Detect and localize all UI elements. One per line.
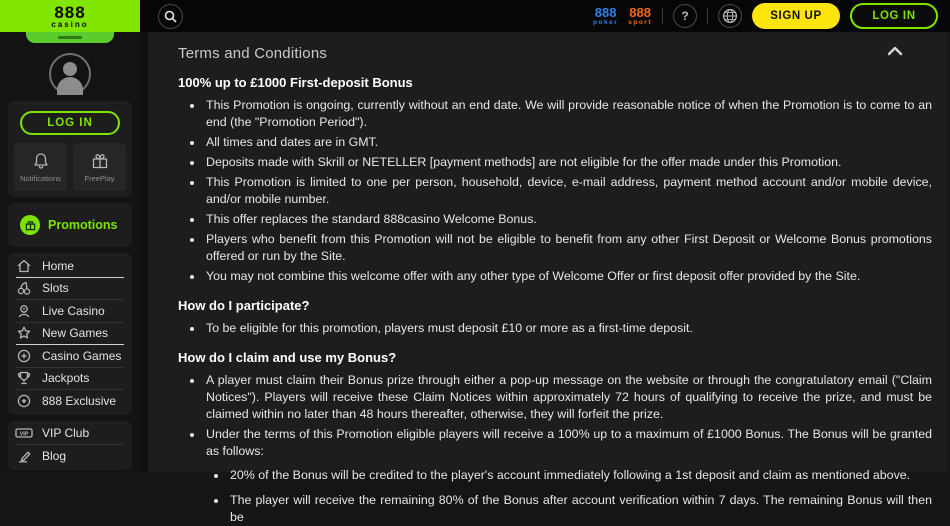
topbar-divider — [662, 8, 663, 24]
collapse-section-button[interactable] — [886, 45, 904, 57]
sidebar-item-home[interactable] — [16, 255, 124, 278]
bullet-item: • You may not combine this welcome offer with any other type of Welcome Offer or first deposit offer provided by the Site. — [204, 268, 932, 285]
sidebar-item-blog[interactable] — [16, 445, 124, 468]
sidebar-item-label: New Games — [42, 326, 109, 341]
claim-sub-list — [178, 467, 932, 526]
chevron-up-icon — [886, 45, 904, 57]
bullet-item: • This offer replaces the standard 888casino Welcome Bonus. — [204, 211, 932, 228]
avatar-body — [57, 77, 83, 95]
brand-word: sport — [628, 18, 652, 26]
terms-panel — [148, 32, 946, 524]
sidebar-item-promotions[interactable] — [14, 209, 126, 241]
sidebar-item-label: Slots — [42, 281, 69, 296]
bullet-item: • This Promotion is ongoing, currently without an end date. We will provide reasonable notice of when the Promotion is to come to an end (the "Promotion Period"). — [204, 97, 932, 131]
top-log-in-button[interactable]: LOG IN — [850, 3, 938, 29]
search-button[interactable] — [158, 4, 183, 29]
language-button[interactable] — [718, 4, 742, 28]
promotions-gift-icon — [20, 215, 40, 235]
bullet-item: • 20% of the Bonus will be credited to the player's account immediately following a 1st deposit and claim as mentioned above. — [228, 467, 932, 484]
home-icon — [16, 258, 32, 274]
search-icon — [164, 10, 177, 23]
sister-brands — [593, 6, 652, 27]
cherries-icon — [16, 280, 32, 296]
brand-number: 888 — [594, 4, 617, 20]
bullet-item: • Players who benefit from this Promotion will not be eligible to benefit from any other First Deposit or Welcome Bonus promotions offered or run by the Site. — [204, 231, 932, 265]
live-dealer-icon — [16, 303, 32, 319]
participate-list — [178, 320, 932, 337]
section-heading-claim: How do I claim and use my Bonus? — [178, 350, 397, 365]
avatar-head — [63, 62, 77, 76]
section-heading-participate: How do I participate? — [178, 298, 310, 313]
brand-number: 888 — [629, 4, 651, 20]
sign-up-button[interactable]: SIGN UP — [752, 3, 840, 29]
sidebar-item-casino-games[interactable] — [16, 345, 124, 368]
top-bar — [0, 0, 950, 32]
trophy-icon — [16, 370, 32, 386]
svg-text:VIP: VIP — [19, 431, 29, 438]
sidebar-item-888-exclusive[interactable] — [16, 390, 124, 413]
help-button[interactable] — [673, 4, 697, 28]
brand-word: poker — [593, 18, 619, 26]
bullet-item: • Deposits made with Skrill or NETELLER [payment methods] are not eligible for the offer made under this Promotion. — [204, 154, 932, 171]
bullet-item: • To be eligible for this promotion, players must deposit £10 or more as a first-time deposit. — [204, 320, 932, 337]
sidebar-item-slots[interactable] — [16, 278, 124, 301]
promotions-label: Promotions — [48, 218, 118, 232]
globe-icon — [722, 8, 738, 24]
casino-logo[interactable] — [0, 0, 140, 32]
question-mark-icon: ? — [681, 9, 689, 23]
section-heading-bonus: 100% up to £1000 First-deposit Bonus — [178, 75, 413, 90]
freeplay-button[interactable] — [73, 143, 126, 191]
bullet-item: • Under the terms of this Promotion eligible players will receive a 100% up to a maximum of £1000 Bonus. The Bonus will be granted as follows: — [204, 426, 932, 460]
bell-icon — [31, 151, 51, 171]
topbar-divider — [707, 8, 708, 24]
sidebar-item-vip-club[interactable] — [16, 423, 124, 446]
target-icon — [16, 393, 32, 409]
888-sport-link[interactable] — [628, 6, 652, 27]
tile-label: FreePlay — [84, 174, 115, 183]
user-panel — [8, 101, 132, 197]
888-poker-link[interactable] — [593, 6, 618, 27]
scrollbar[interactable] — [946, 32, 950, 472]
logo-casino: casino — [51, 19, 89, 29]
gift-icon — [90, 151, 110, 171]
bullet-item: • This Promotion is limited to one per person, household, device, e-mail address, payment method account and/or mobile device, and/or mobile number. — [204, 174, 932, 208]
main-menu — [8, 253, 132, 415]
quick-tiles — [14, 143, 126, 191]
sidebar-item-label: VIP Club — [42, 426, 90, 441]
avatar[interactable] — [49, 53, 91, 95]
sidebar-item-live-casino[interactable] — [16, 300, 124, 323]
promotions-panel — [8, 203, 132, 247]
circle-plus-icon — [16, 348, 32, 364]
sidebar-item-new-games[interactable] — [16, 323, 124, 346]
bullet-item: • All times and dates are in GMT. — [204, 134, 932, 151]
star-icon — [16, 325, 32, 341]
notifications-button[interactable] — [14, 143, 67, 191]
sidebar-item-label: Live Casino — [42, 303, 105, 318]
tile-label: Notifications — [20, 174, 61, 183]
sidebar-item-label: Home — [42, 258, 75, 273]
sidebar-item-jackpots[interactable] — [16, 368, 124, 391]
bonus-terms-list — [178, 97, 932, 285]
sidebar-log-in-button[interactable]: LOG IN — [20, 111, 120, 135]
logo-888: 888 — [54, 2, 86, 22]
bullet-item: • The player will receive the remaining 80% of the Bonus after account verification within 7 days. The remaining Bonus will then be — [228, 492, 932, 526]
vip-badge-icon — [16, 426, 32, 440]
sidebar-item-label: 888 Exclusive — [42, 394, 117, 409]
sidebar-content-gap — [140, 32, 148, 472]
claim-list — [178, 372, 932, 460]
pencil-icon — [16, 448, 32, 464]
sidebar-item-label: Blog — [42, 449, 67, 464]
topbar-right-cluster — [593, 3, 950, 29]
terms-title: Terms and Conditions — [178, 45, 328, 62]
secondary-menu — [8, 421, 132, 470]
sidebar-item-label: Jackpots — [42, 371, 90, 386]
sidebar — [0, 0, 140, 472]
bullet-item: • A player must claim their Bonus prize through either a pop-up message on the website or through the congratulatory email ("Claim Notices"). Players will receive these Claim Notices within approximately 72 hours of qualifying to receive the prize, and must be claimed within no later than 48 hours thereafter, otherwise, they will forfeit the prize. — [204, 372, 932, 423]
sidebar-item-label: Casino Games — [42, 348, 122, 363]
sidebar-drag-handle[interactable] — [26, 32, 114, 43]
